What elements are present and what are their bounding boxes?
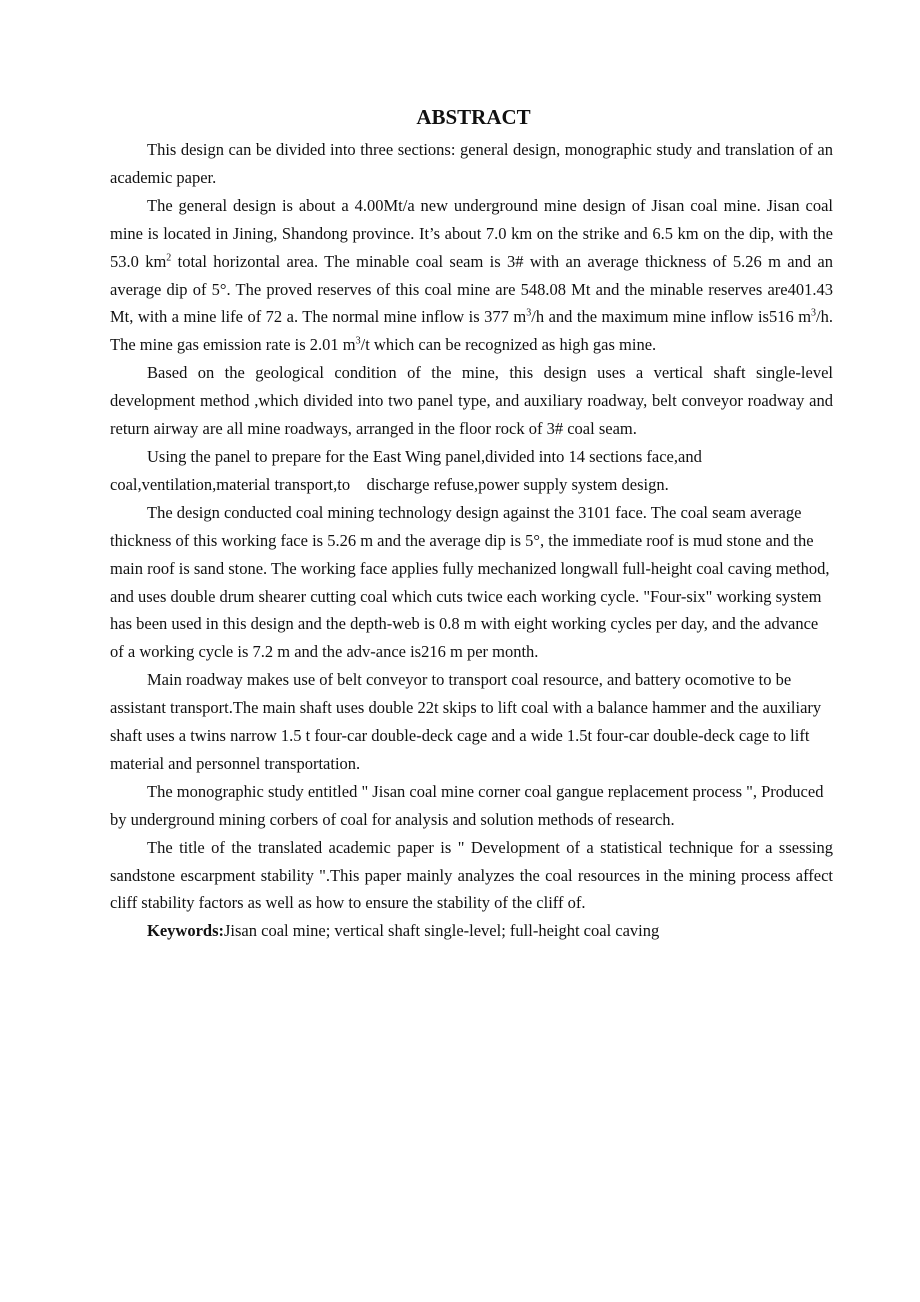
- abstract-title: ABSTRACT: [416, 105, 531, 129]
- paragraph-development-method: Based on the geological condition of the mine, this design uses a vertical shaft single-level development method ,which divided into two panel type, and auxiliary roadway, belt conveyor roadway and return airway are all mine roadways, arranged in the floor rock of 3# coal seam.: [110, 363, 833, 439]
- general-design-text-b: total horizontal area. The minable coal seam is 3# with an average thickness of 5.26 m and an average dip of 5°. The proved reserves of this coal mine are 548.08 Mt and the minable reserves are401.43 Mt, with a mine life of 72 a. The normal mine inflow is 377 m: [110, 251, 833, 327]
- general-design-text-e: /t which can be recognized as high gas mine.: [360, 335, 657, 355]
- superscript-m3-gas: 3: [355, 335, 361, 347]
- paragraph-transport: Main roadway makes use of belt conveyor to transport coal resource, and battery ocomotive to be assistant transport.The main shaft uses double 22t skips to lift coal with a balance hammer and the auxiliary shaft uses a twins narrow 1.5 t four-car double-deck cage and a wide 1.5t four-car double-deck cage to lift material and personnel transportation.: [110, 670, 822, 773]
- keywords-label: Keywords:: [147, 921, 224, 941]
- general-design-text-d: /h. The mine gas emission rate is 2.01 m: [110, 307, 833, 355]
- paragraph-panel: Using the panel to prepare for the East Wing panel,divided into 14 sections face,and coal,ventilation,material transport,to discharge refuse,power supply system design.: [110, 446, 706, 494]
- paragraph-monographic-study: The monographic study entitled " Jisan coal mine corner coal gangue replacement process ", Produced by underground mining corbers of coal for analysis and solution methods of research.: [110, 781, 824, 829]
- paragraph-general-design: [110, 192, 833, 359]
- superscript-km2: 2: [166, 252, 172, 264]
- paragraph-translation: The title of the translated academic paper is " Development of a statistical technique for a ssessing sandstone escarpment stability ".This paper mainly analyzes the coal resources in the mining process affect cliff stability factors as well as how to ensure the stability of the cliff of.: [110, 837, 833, 913]
- keywords-text: Jisan coal mine; vertical shaft single-level; full-height coal caving: [224, 921, 660, 941]
- keywords-line: [110, 917, 833, 945]
- superscript-m3-normal: 3: [526, 307, 532, 319]
- paragraph-mining-technology: The design conducted coal mining technology design against the 3101 face. The coal seam average thickness of this working face is 5.26 m and the average dip is 5°, the immediate roof is mud stone and the main roof is sand stone. The working face applies fully mechanized longwall full-height coal caving method, and uses double drum shearer cutting coal which cuts twice each working cycle. "Four-six" working system has been used in this design and the depth-web is 0.8 m with eight working cycles per day, and the advance of a working cycle is 7.2 m and the adv-ance is216 m per month.: [110, 502, 830, 662]
- general-design-text-a: The general design is about a 4.00Mt/a new underground mine design of Jisan coal mine. Jisan coal mine is located in Jining, Shandong province. It’s about 7.0 km on the strike and 6.5 km on the dip, with the 53.0 km: [110, 195, 833, 271]
- superscript-m3-max: 3: [811, 307, 817, 319]
- abstract-page: [110, 102, 833, 945]
- paragraph-overview: This design can be divided into three sections: general design, monographic study and translation of an academic paper.: [110, 140, 833, 187]
- general-design-text-c: /h and the maximum mine inflow is516 m: [531, 307, 812, 327]
